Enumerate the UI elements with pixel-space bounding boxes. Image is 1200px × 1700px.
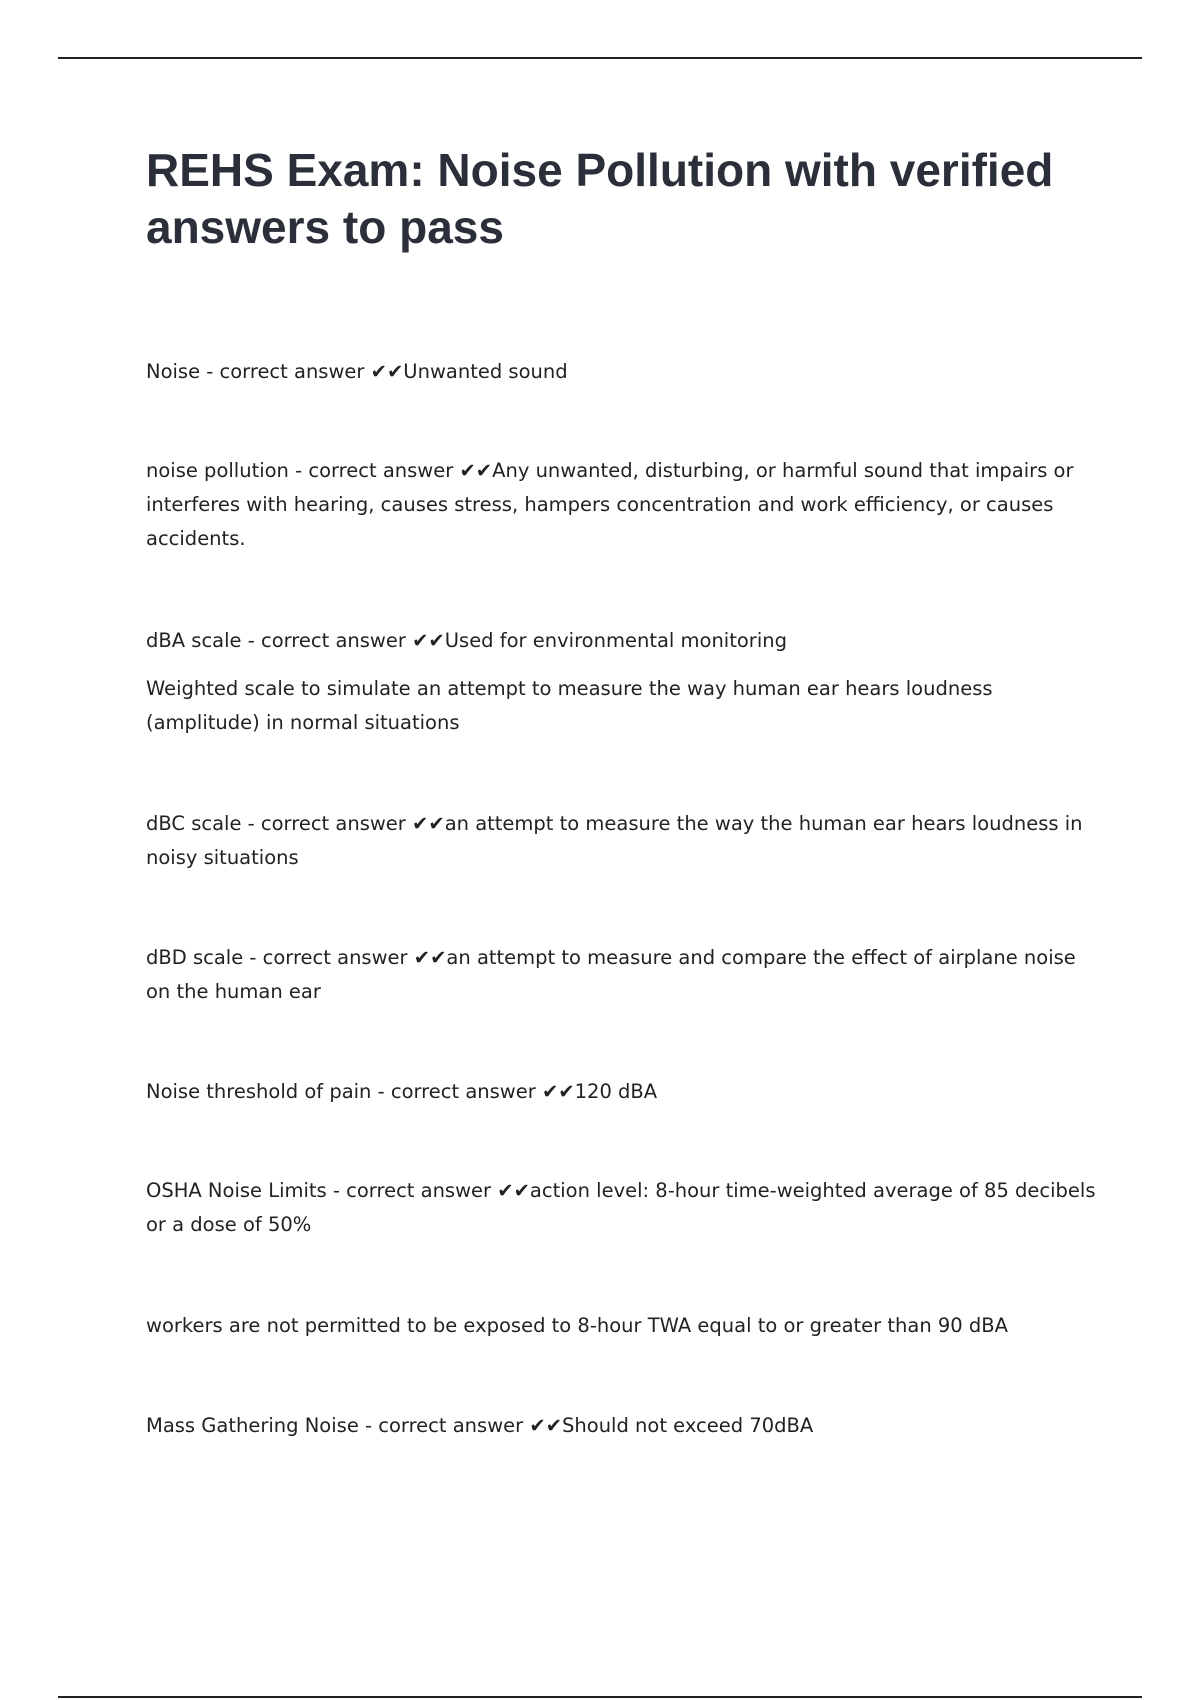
qa-entry-osha-limits: OSHA Noise Limits - correct answer ✔✔action level: 8-hour time-weighted average of 85 decibels or a dose of 50% (146, 1179, 1096, 1236)
page-title: REHS Exam: Noise Pollution with verified answers to pass (146, 144, 1054, 253)
qa-entry-mass-gathering: Mass Gathering Noise - correct answer ✔✔Should not exceed 70dBA (146, 1414, 814, 1437)
qa-entry-dbc-scale: dBC scale - correct answer ✔✔an attempt to measure the way the human ear hears loudness in noisy situations (146, 812, 1083, 869)
qa-entry-noise: Noise - correct answer ✔✔Unwanted sound (146, 360, 568, 383)
qa-entry-dbd-scale: dBD scale - correct answer ✔✔an attempt to measure and compare the effect of airplane noise on the human ear (146, 946, 1076, 1003)
bottom-divider (58, 1696, 1142, 1698)
qa-entry-noise-pollution: noise pollution - correct answer ✔✔Any unwanted, disturbing, or harmful sound that impairs or interferes with hearing, causes stress, hampers concentration and work efficiency, or causes accidents. (146, 459, 1074, 550)
qa-entry-osha-twa-note: workers are not permitted to be exposed to 8-hour TWA equal to or greater than 90 dBA (146, 1314, 1008, 1337)
qa-entry-threshold-of-pain: Noise threshold of pain - correct answer ✔✔120 dBA (146, 1080, 658, 1103)
qa-entry-dba-scale: dBA scale - correct answer ✔✔Used for environmental monitoring (146, 629, 787, 652)
qa-entry-dba-note: Weighted scale to simulate an attempt to measure the way human ear hears loudness (amplitude) in normal situations (146, 677, 993, 734)
top-divider (58, 57, 1142, 59)
